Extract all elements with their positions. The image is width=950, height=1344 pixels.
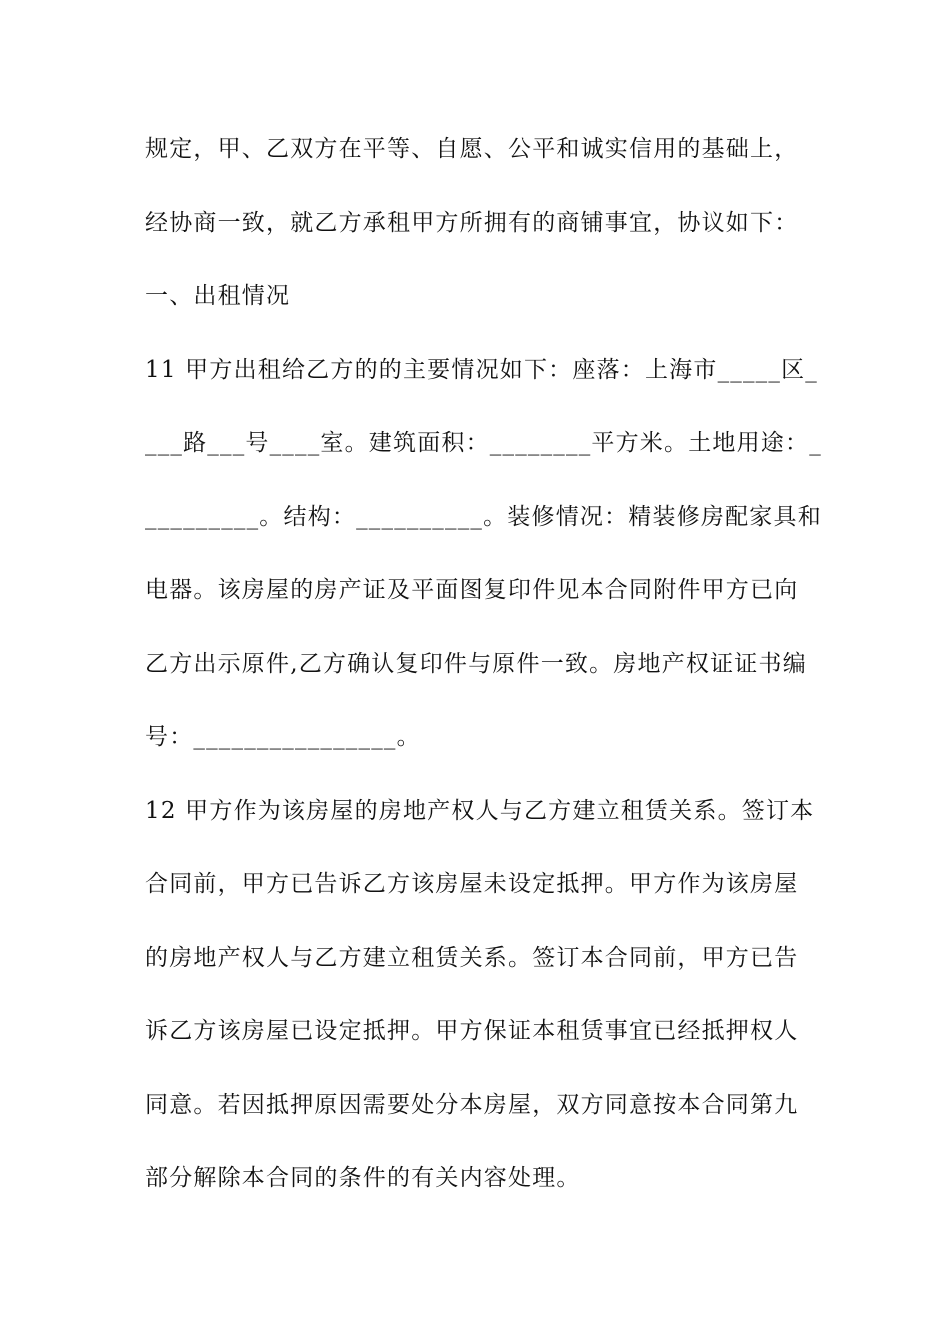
section-heading: 一、出租情况 [145,283,291,309]
text-line: 同意。若因抵押原因需要处分本房屋，双方同意按本合同第九 [145,1091,799,1118]
clause-1-2-start: 12 甲方作为该房屋的房地产权人与乙方建立租赁关系。签订本 [145,797,815,824]
text-line: _________。结构：__________。装修情况：精装修房配家具和 [145,503,822,530]
text-line: 规定，甲、乙双方在平等、自愿、公平和诚实信用的基础上， [145,136,799,162]
text-line: 电器。该房屋的房产证及平面图复印件见本合同附件甲方已向 [145,577,799,603]
text-line: 的房地产权人与乙方建立租赁关系。签订本合同前，甲方已告 [145,944,799,971]
text-line: 经协商一致，就乙方承租甲方所拥有的商铺事宜，协议如下： [145,209,799,236]
text-line: 号：________________。 [145,724,421,750]
text-line: 合同前，甲方已告诉乙方该房屋未设定抵押。甲方作为该房屋 [145,871,799,897]
clause-1-1-start: 11 甲方出租给乙方的的主要情况如下：座落：上海市_____区_ [145,356,818,383]
contract-text [145,124,822,1227]
text-line: 诉乙方该房屋已设定抵押。甲方保证本租赁事宜已经抵押权人 [145,1018,799,1044]
text-line: ___路___号____室。建筑面积：________平方米。土地用途：_ [145,430,822,456]
text-line: 部分解除本合同的条件的有关内容处理。 [145,1165,581,1191]
text-line: 乙方出示原件,乙方确认复印件与原件一致。房地产权证证书编 [145,650,807,677]
